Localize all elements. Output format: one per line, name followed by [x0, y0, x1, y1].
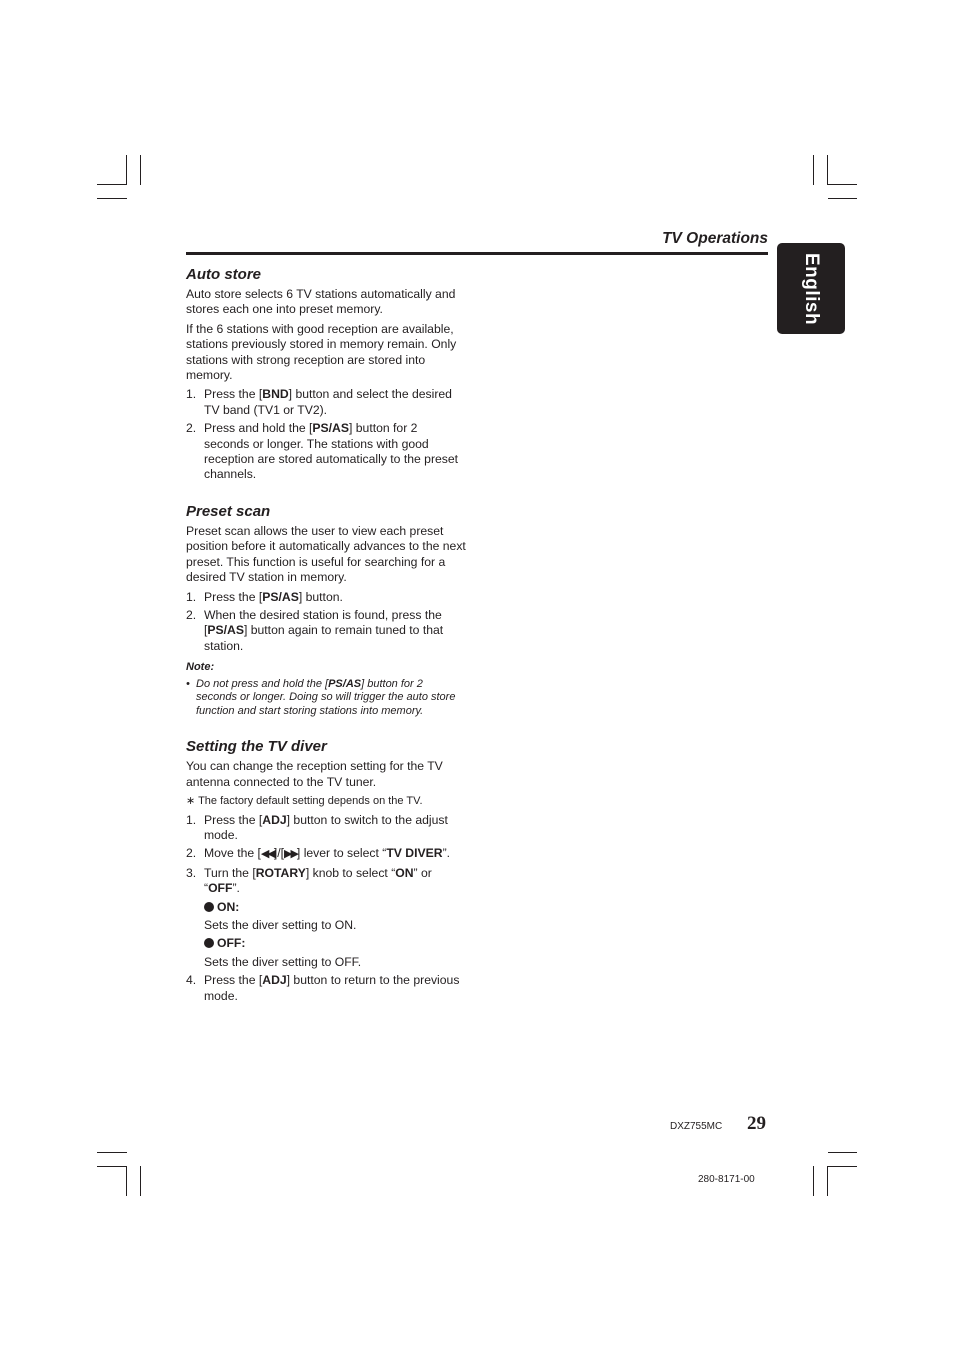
crop-mark: [827, 155, 828, 185]
button-name: ADJ: [262, 812, 287, 827]
step-number: 1.: [186, 387, 197, 402]
step-text: Press the [: [204, 589, 263, 604]
option-description: Sets the diver setting to ON.: [204, 917, 357, 932]
step-text: ” or “: [204, 865, 432, 896]
preset-scan-paragraph: Preset scan allows the user to view each preset position before it automatically advances to the next preset. This function is useful for searching for a desired TV station in memory.: [186, 523, 466, 585]
step-text: ] button to return to the previous mode.: [204, 973, 460, 1003]
crop-mark: [828, 1152, 857, 1153]
rewind-icon: ◀◀: [260, 848, 274, 861]
step-number: 1.: [186, 812, 197, 827]
part-number: 280-8171-00: [698, 1174, 755, 1185]
option-off: [204, 936, 466, 951]
step-number: 1.: [186, 589, 197, 604]
button-name: ADJ: [262, 973, 287, 988]
option-label: OFF:: [217, 936, 246, 951]
step-text: When the desired station is found, press the [: [204, 607, 442, 638]
factory-default-note: ∗ The factory default setting depends on the TV.: [186, 795, 423, 808]
step-text: ] button for 2 seconds or longer. The stations with good reception are stored automatically to the preset channels.: [204, 421, 459, 482]
auto-store-steps: [186, 387, 466, 482]
step-text: Press and hold the [: [204, 421, 313, 436]
bullet-icon: [204, 938, 214, 948]
step-item: [186, 387, 466, 418]
step-text: Turn the [: [204, 865, 256, 880]
button-name: BND: [262, 387, 289, 402]
fast-forward-icon: ▶▶: [284, 848, 297, 861]
auto-store-paragraph: If the 6 stations with good reception are available, stations previously stored in memory remain. Only stations with strong reception are stored into memory.: [186, 321, 457, 383]
preset-scan-heading: Preset scan: [186, 502, 271, 520]
crop-mark: [97, 1166, 127, 1167]
step-number: 4.: [186, 973, 197, 988]
step-text: ] button to switch to the adjust mode.: [204, 812, 448, 842]
step-item: [186, 813, 466, 844]
button-name: PS/AS: [312, 421, 349, 436]
step-text: ”.: [232, 881, 240, 896]
step-item: [186, 866, 466, 970]
tv-diver-section: [186, 738, 466, 1004]
note-label: Note:: [186, 661, 215, 674]
step-text: ”.: [442, 846, 451, 861]
header-rule: [186, 252, 768, 255]
note-bullet: •: [186, 677, 190, 690]
crop-mark: [827, 1166, 828, 1196]
language-tab: [777, 243, 845, 334]
step-text: Move the [: [204, 846, 261, 861]
bullet-icon: [204, 902, 214, 912]
step-text: ]/[: [273, 846, 284, 861]
tv-diver-paragraph: You can change the reception setting for the TV antenna connected to the TV tuner.: [186, 759, 443, 789]
knob-name: ROTARY: [255, 865, 306, 880]
step-text: Press the [: [204, 812, 263, 827]
button-name: PS/AS: [262, 589, 299, 604]
step-text: ] knob to select “: [305, 865, 396, 880]
crop-mark: [828, 198, 857, 199]
step-text: ] lever to select “: [296, 846, 387, 861]
step-text: Press the [: [204, 387, 263, 402]
crop-mark: [813, 155, 814, 185]
crop-mark: [126, 155, 127, 185]
step-text: ] button and select the desired TV band (TV1 or TV2).: [204, 387, 452, 417]
model-number: DXZ755MC: [670, 1121, 723, 1132]
crop-mark: [828, 1166, 857, 1167]
crop-mark: [140, 1166, 141, 1196]
step-text: ] button.: [298, 589, 343, 604]
option-name: ON: [395, 865, 414, 880]
content-column: [186, 266, 466, 1024]
step-item: [186, 590, 466, 605]
crop-mark: [97, 1152, 127, 1153]
menu-item-name: TV DIVER: [386, 846, 443, 861]
step-text: Press the [: [204, 973, 263, 988]
tv-diver-steps: [186, 813, 466, 1004]
note-text-part: ] button for 2 seconds or longer. Doing so will trigger the auto store function and start storing stations into memory.: [196, 677, 456, 717]
step-number: 2.: [186, 607, 197, 622]
auto-store-paragraph: Auto store selects 6 TV stations automatically and stores each one into preset memory.: [186, 287, 456, 317]
tv-diver-heading: Setting the TV diver: [186, 738, 327, 756]
page-number: 29: [747, 1113, 766, 1134]
note-text-part: Do not press and hold the [: [196, 677, 329, 690]
preset-scan-steps: [186, 590, 466, 655]
step-item: [186, 421, 466, 483]
option-name: OFF: [208, 881, 233, 896]
note-text: [186, 678, 466, 719]
step-text: ] button again to remain tuned to that station.: [204, 623, 444, 653]
auto-store-section: [186, 266, 466, 483]
step-item: [186, 608, 466, 654]
button-name: PS/AS: [328, 677, 362, 690]
step-number: 3.: [186, 865, 197, 880]
option-label: ON:: [217, 899, 240, 914]
crop-mark: [828, 184, 857, 185]
option-description: Sets the diver setting to OFF.: [204, 954, 362, 969]
step-number: 2.: [186, 846, 197, 861]
crop-mark: [813, 1166, 814, 1196]
language-tab-label: English: [801, 252, 822, 325]
crop-mark: [97, 184, 127, 185]
option-on: [204, 900, 466, 915]
crop-mark: [140, 155, 141, 185]
button-name: PS/AS: [207, 623, 244, 638]
crop-mark: [126, 1166, 127, 1196]
step-item: [186, 973, 466, 1004]
auto-store-heading: Auto store: [186, 266, 261, 283]
preset-scan-section: [186, 503, 466, 718]
crop-mark: [97, 198, 127, 199]
step-item: [186, 846, 466, 862]
section-title: TV Operations: [662, 230, 768, 247]
step-number: 2.: [186, 421, 197, 436]
